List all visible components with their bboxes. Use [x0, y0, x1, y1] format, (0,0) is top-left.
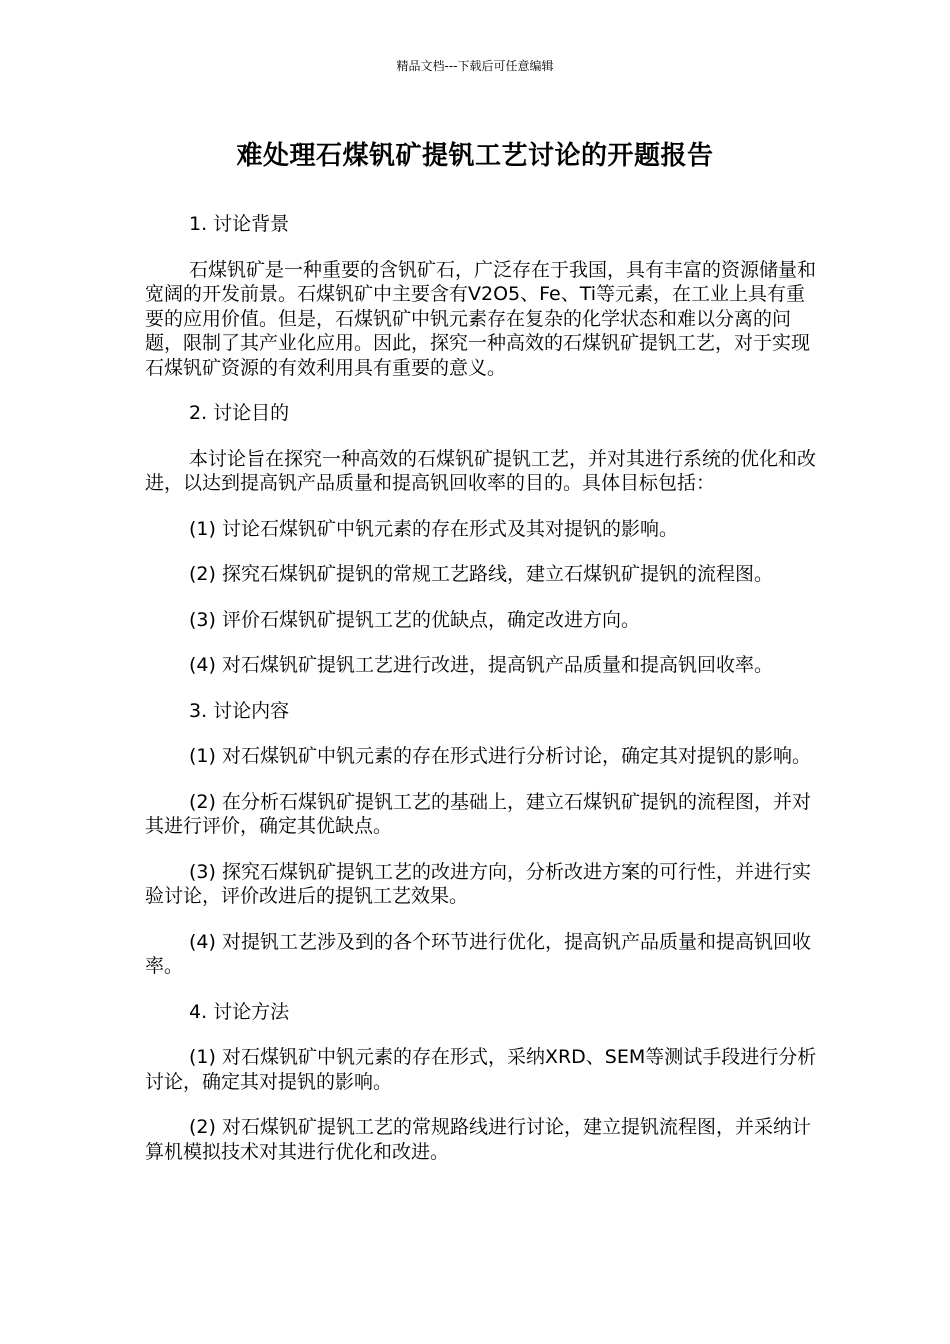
paragraph: 本讨论旨在探究一种高效的石煤钒矿提钒工艺，并对其进行系统的优化和改进，以达到提高钒产品质量和提高钒回收率的目的。具体目标包括： [145, 447, 817, 494]
paragraph: 石煤钒矿是一种重要的含钒矿石，广泛存在于我国，具有丰富的资源储量和宽阔的开发前景。石煤钒矿中主要含有V2O5、Fe、Ti等元素，在工业上具有重要的应用价值。但是，石煤钒矿中钒元素存在复杂的化学状态和难以分离的问题，限制了其产业化应用。因此，探究一种高效的石煤钒矿提钒工艺，对于实现石煤钒矿资源的有效利用具有重要的意义。 [145, 258, 817, 379]
list-item: (4) 对石煤钒矿提钒工艺进行改进，提高钒产品质量和提高钒回收率。 [189, 654, 773, 676]
list-item: (1) 讨论石煤钒矿中钒元素的存在形式及其对提钒的影响。 [189, 517, 678, 540]
section-heading: 3. 讨论内容 [189, 699, 290, 722]
section-heading: 1. 讨论背景 [189, 213, 290, 235]
section-heading: 2. 讨论目的 [189, 402, 290, 424]
list-item: (4) 对提钒工艺涉及到的各个环节进行优化，提高钒产品质量和提高钒回收率。 [145, 930, 811, 977]
document-title: 难处理石煤钒矿提钒工艺讨论的开题报告 [236, 141, 714, 171]
list-item: (2) 探究石煤钒矿提钒的常规工艺路线，建立石煤钒矿提钒的流程图。 [189, 563, 773, 585]
page-header: 精品文档---下载后可任意编辑 [396, 59, 554, 73]
section-heading: 4. 讨论方法 [189, 1000, 290, 1023]
list-item: (2) 在分析石煤钒矿提钒工艺的基础上，建立石煤钒矿提钒的流程图，并对其进行评价，确定其优缺点。 [145, 790, 811, 837]
list-item: (2) 对石煤钒矿提钒工艺的常规路线进行讨论，建立提钒流程图，并采纳计算机模拟技术对其进行优化和改进。 [145, 1116, 811, 1163]
list-item: (3) 评价石煤钒矿提钒工艺的优缺点，确定改进方向。 [189, 608, 640, 631]
list-item: (1) 对石煤钒矿中钒元素的存在形式，采纳XRD、SEM等测试手段进行分析讨论，确定其对提钒的影响。 [145, 1046, 817, 1093]
document-body [145, 212, 817, 1185]
list-item: (3) 探究石煤钒矿提钒工艺的改进方向，分析改进方案的可行性，并进行实验讨论，评价改进后的提钒工艺效果。 [145, 860, 811, 907]
list-item: (1) 对石煤钒矿中钒元素的存在形式进行分析讨论，确定其对提钒的影响。 [189, 745, 811, 767]
